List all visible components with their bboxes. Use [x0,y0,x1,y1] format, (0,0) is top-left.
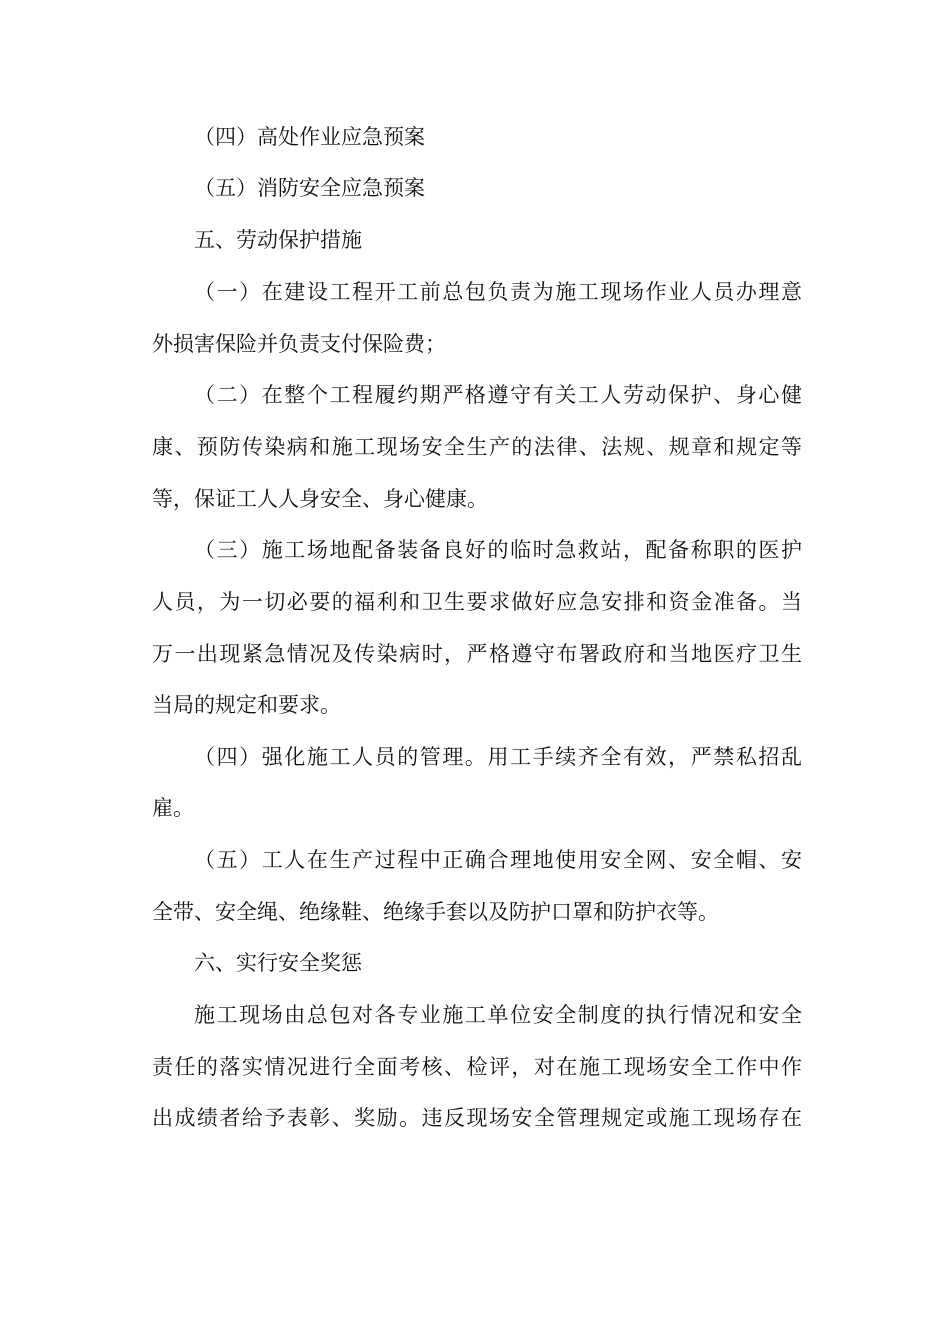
paragraph-line: 康、预防传染病和施工现场安全生产的法律、法规、规章和规定等 [152,435,802,459]
paragraph-line: 当局的规定和要求。 [152,693,341,717]
paragraph-line: （三）施工场地配备装备良好的临时急救站，配备称职的医护 [194,538,802,562]
paragraph-line: 外损害保险并负责支付保险费； [152,332,446,356]
paragraph-line: 万一出现紧急情况及传染病时，严格遵守布署政府和当地医疗卫生 [152,642,802,666]
paragraph-line: （四）强化施工人员的管理。用工手续齐全有效，严禁私招乱 [194,745,802,769]
paragraph-line: 出成绩者给予表彰、奖励。违反现场安全管理规定或施工现场存在 [152,1106,802,1130]
paragraph-line: 雇。 [152,796,194,820]
list-item-emergency-plan-fire: （五）消防安全应急预案 [194,176,425,200]
paragraph-line: 全带、安全绳、绝缘鞋、绝缘手套以及防护口罩和防护衣等。 [152,900,719,924]
section-heading-safety-rewards: 六、实行安全奖惩 [194,951,362,975]
paragraph-line: 等，保证工人人身安全、身心健康。 [152,487,488,511]
paragraph-line: （一）在建设工程开工前总包负责为施工现场作业人员办理意 [194,280,802,304]
paragraph-line: 责任的落实情况进行全面考核、检评，对在施工现场安全工作中作 [152,1055,802,1079]
section-heading-labor-protection: 五、劳动保护措施 [194,228,362,252]
paragraph-line: （五）工人在生产过程中正确合理地使用安全网、安全帽、安 [194,848,802,872]
paragraph-line: （二）在整个工程履约期严格遵守有关工人劳动保护、身心健 [194,383,802,407]
list-item-emergency-plan-heights: （四）高处作业应急预案 [194,125,425,149]
paragraph-line: 施工现场由总包对各专业施工单位安全制度的执行情况和安全 [194,1003,802,1027]
paragraph-line: 人员，为一切必要的福利和卫生要求做好应急安排和资金准备。当 [152,590,802,614]
